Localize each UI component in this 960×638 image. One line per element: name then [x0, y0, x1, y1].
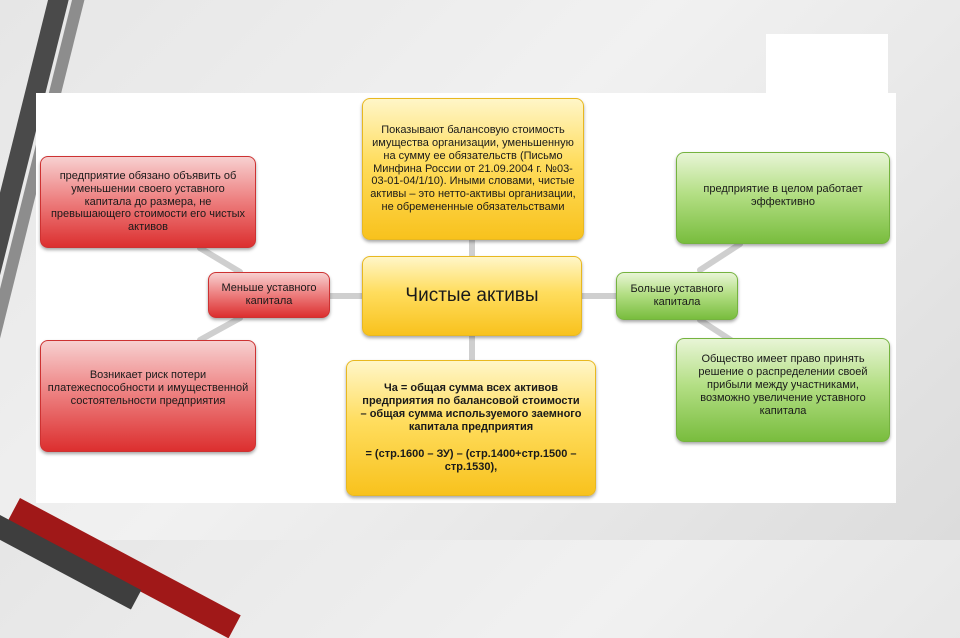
formula-box: [346, 360, 596, 496]
left-bottom-text: Возникает риск потери платежеспособности и имущественной состоятельности предприятия: [47, 369, 249, 407]
more-than-capital-box: [616, 272, 738, 320]
right-bottom-text: Общество имеет право принять решение о распределении своей прибыли между участниками, возможно увеличение уставного капитала: [698, 353, 868, 417]
less-than-capital-text: Меньше уставного капитала: [221, 282, 317, 307]
formula-calculation: = (стр.1600 – ЗУ) – (стр.1400+стр.1500 – стр.1530),: [365, 447, 577, 473]
definition-text: Показывают балансовую стоимость имущества организации, уменьшенную на сумму ее обязательств (Письмо Минфина России от 21.09.2004 г. №03-03-01-04/1/10). Иными словами, чистые активы – это нетто-активы организации, не обремененные обязательствами: [370, 123, 576, 214]
connector-right-top: [700, 244, 740, 270]
right-top-text: предприятие в целом работает эффективно: [703, 183, 863, 208]
right-top-box: [676, 152, 890, 244]
right-bottom-box: [676, 338, 890, 442]
connector-left-top: [200, 248, 240, 272]
connector-left-bottom: [200, 318, 240, 340]
more-than-capital-text: Больше уставного капитала: [630, 283, 724, 308]
left-top-box: [40, 156, 256, 248]
net-assets-box: [362, 256, 582, 336]
left-bottom-box: [40, 340, 256, 452]
left-top-text: предприятие обязано объявить об уменьшении своего уставного капитала до размера, не превышающего стоимости его чистых активов: [50, 169, 246, 234]
formula-text: Ча = общая сумма всех активов предприятия по балансовой стоимости – общая сумма используемого заемного капитала предприятия: [360, 382, 582, 433]
definition-box: [362, 98, 584, 240]
less-than-capital-box: [208, 272, 330, 318]
net-assets-title: Чистые активы: [405, 284, 539, 306]
